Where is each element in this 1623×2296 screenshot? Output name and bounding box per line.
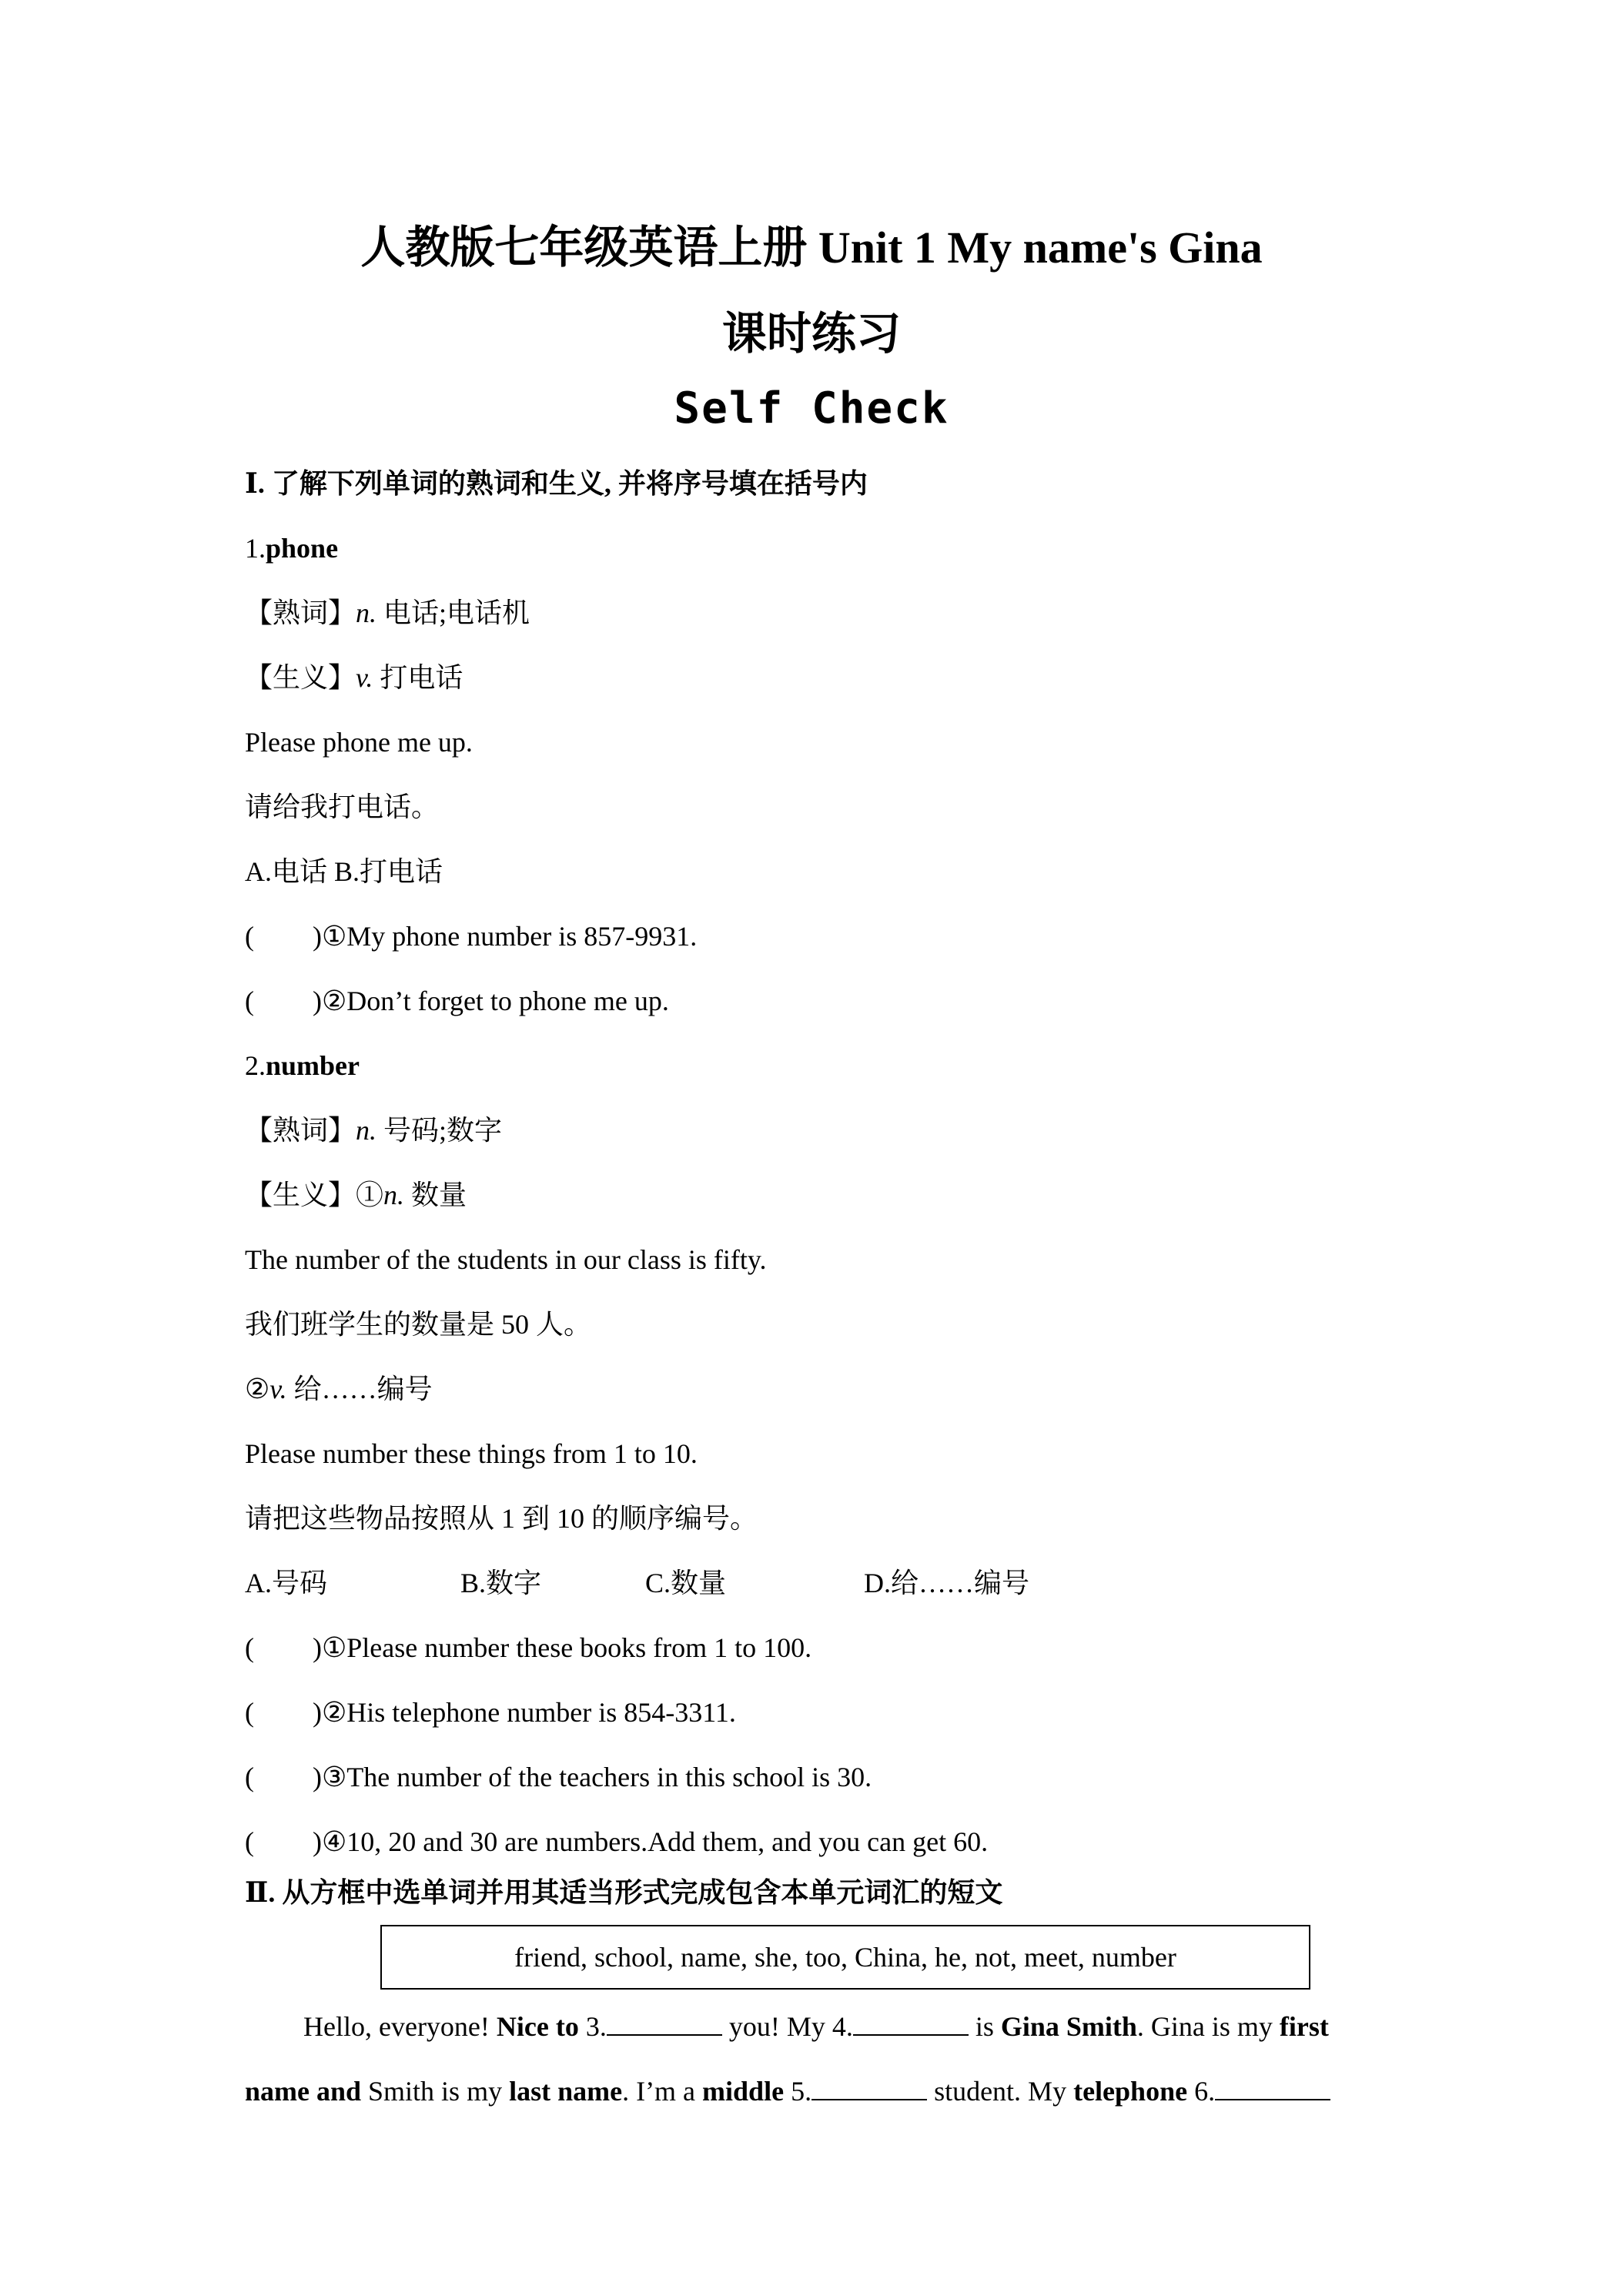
blank-number-4: you! My 4. [721,2011,853,2042]
answer-paren-open: ( [245,1826,254,1857]
answer-paren-close: ) [313,1762,322,1792]
question-2-1 [245,1631,812,1665]
passage-bold-text: name and [245,2076,362,2107]
passage-text: is [968,2011,1001,2042]
word-2-sense-2 [245,1372,433,1406]
passage-line-1 [303,2008,1329,2043]
passage-line-2 [245,2073,1330,2108]
new-pos: n. [383,1180,405,1210]
familiar-pos: n. [356,597,377,628]
section-1-heading: Ⅰ. 了解下列单词的熟词和生义, 并将序号填在括号内 [245,468,868,499]
answer-paren-open: ( [245,1697,254,1728]
blank-number-5: 5. [784,2076,812,2107]
word-2-example-2-en: Please number these things from 1 to 10. [245,1438,698,1469]
passage-text: student. My [927,2076,1074,2107]
word-2-example-2-zh: 请把这些物品按照从 1 到 10 的顺序编号。 [245,1503,758,1534]
blank-6[interactable] [1215,2073,1330,2100]
word-2-example-1-en: The number of the students in our class is fifty. [245,1244,767,1275]
word-1-familiar [245,596,530,630]
section-title-self-check: Self Check [674,383,949,433]
word-box: friend, school, name, she, too, China, he, not, meet, number [380,1925,1310,1990]
answer-paren-open: ( [245,921,254,952]
blank-number-6: 6. [1187,2076,1216,2107]
familiar-tag: 【熟词】 [245,1115,356,1146]
answer-paren-close: ) [313,1697,322,1728]
passage-bold-text: Gina Smith [1000,2011,1137,2042]
option-c: C.数量 [645,1568,727,1598]
document-subtitle: 课时练习 [721,309,901,359]
word-1-options: A.电话 B.打电话 [245,856,443,887]
new-meaning: 数量 [404,1180,467,1210]
word-1-new [245,661,463,694]
passage-bold-text: Nice to [496,2011,579,2042]
passage-bold-text: last name [509,2076,623,2107]
question-text: ②His telephone number is 854-3311. [322,1697,736,1728]
word-1-heading [245,531,338,565]
word-2-word: number [266,1050,360,1081]
word-1-word: phone [266,533,339,564]
question-2-4 [245,1825,988,1859]
passage-text: Hello, everyone! [303,2011,497,2042]
answer-paren-open: ( [245,986,254,1016]
blank-4[interactable] [853,2008,969,2036]
question-2-3 [245,1760,872,1794]
word-1-example-zh: 请给我打电话。 [245,792,440,822]
question-text: ③The number of the teachers in this school is 30. [322,1762,872,1792]
word-2-heading [245,1049,360,1083]
question-text: ①Please number these books from 1 to 100. [322,1632,812,1663]
word-1-example-en: Please phone me up. [245,727,473,758]
question-text: ①My phone number is 857-9931. [322,921,698,952]
answer-paren-open: ( [245,1632,254,1663]
question-1-1 [245,919,697,953]
answer-paren-close: ) [313,1632,322,1663]
new-tag: 【生义】 [245,662,356,693]
answer-paren-close: ) [313,1826,322,1857]
answer-paren-close: ) [313,921,322,952]
familiar-meaning: 电话;电话机 [376,597,530,628]
passage-bold-text: first [1279,2011,1329,2042]
word-1-number: 1. [245,533,266,564]
word-2-example-1-zh: 我们班学生的数量是 50 人。 [245,1309,592,1340]
familiar-meaning: 号码;数字 [376,1115,503,1146]
sense-2-prefix: ② [245,1374,270,1404]
new-meaning: 打电话 [373,662,463,693]
question-text: ②Don’t forget to phone me up. [322,986,669,1016]
answer-paren-open: ( [245,1762,254,1792]
new-tag: 【生义】① [245,1180,384,1210]
option-a: A.号码 [245,1568,327,1598]
passage-text: . Gina is my [1136,2011,1280,2042]
new-pos: v. [356,662,373,693]
word-2-new [245,1178,467,1212]
sense-2-meaning: 给……编号 [286,1374,433,1404]
question-2-2 [245,1695,736,1729]
blank-number-3: 3. [578,2011,607,2042]
question-text: ④10, 20 and 30 are numbers.Add them, and you can get 60. [322,1826,989,1857]
sense-2-pos: v. [269,1374,287,1404]
blank-3[interactable] [607,2008,722,2036]
word-2-familiar [245,1113,502,1147]
word-2-number: 2. [245,1050,266,1081]
familiar-tag: 【熟词】 [245,597,356,628]
option-d: D.给……编号 [864,1568,1029,1598]
passage-text: . I’m a [622,2076,703,2107]
passage-text: Smith is my [361,2076,510,2107]
answer-paren-close: ) [313,986,322,1016]
question-1-2 [245,984,669,1018]
passage-bold-text: middle [702,2076,785,2107]
blank-5[interactable] [812,2073,927,2100]
passage-bold-text: telephone [1073,2076,1188,2107]
option-b: B.数字 [460,1568,542,1598]
section-2-heading: Ⅱ. 从方框中选单词并用其适当形式完成包含本单元词汇的短文 [245,1877,1003,1908]
familiar-pos: n. [356,1115,377,1146]
document-title: 人教版七年级英语上册 Unit 1 My name's Gina [360,223,1263,273]
